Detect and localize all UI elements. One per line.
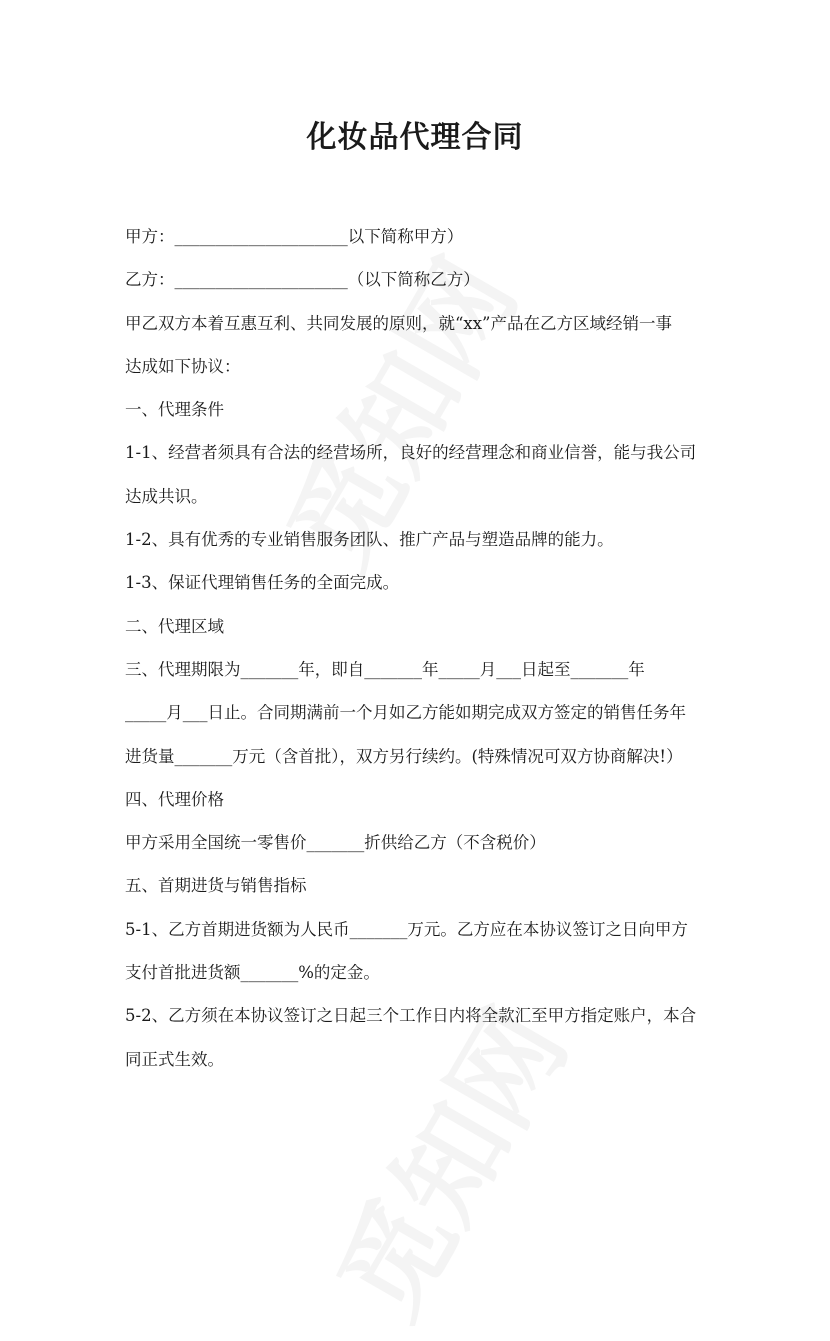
- paragraph-line: 三、代理期限为_______年，即自_______年_____月___日起至_______年: [125, 659, 645, 679]
- paragraph-line: 支付首批进货额_______%的定金。: [125, 963, 380, 983]
- document-title: 化妆品代理合同: [306, 120, 524, 155]
- paragraph-line: 五、首期进货与销售指标: [125, 876, 307, 896]
- paragraph-line: 二、代理区域: [125, 616, 224, 636]
- paragraph-line: 达成如下协议：: [125, 356, 241, 376]
- paragraph-line: 进货量_______万元（含首批），双方另行续约。(特殊情况可双方协商解决!）: [125, 746, 683, 766]
- paragraph-line: _____月___日止。合同期满前一个月如乙方能如期完成双方签定的销售任务年: [125, 703, 686, 723]
- paragraph-line: 5-2、乙方须在本协议签订之日起三个工作日内将全款汇至甲方指定账户，本合: [125, 1006, 697, 1026]
- paragraph-line: 达成共识。: [125, 486, 208, 506]
- paragraph-line: 甲乙双方本着互惠互利、共同发展的原则，就“xx”产品在乙方区域经销一事: [125, 313, 672, 333]
- paragraph-line: 1-3、保证代理销售任务的全面完成。: [125, 573, 400, 593]
- paragraph-line: 乙方：_____________________（以下简称乙方）: [125, 270, 480, 290]
- paragraph-line: 1-1、经营者须具有合法的经营场所，良好的经营理念和商业信誉，能与我公司: [125, 443, 697, 463]
- paragraph-line: 甲方：_____________________以下简称甲方）: [125, 227, 464, 246]
- document-body: [125, 224, 725, 1090]
- paragraph-line: 一、代理条件: [125, 400, 224, 420]
- paragraph-line: 1-2、具有优秀的专业销售服务团队、推广产品与塑造品牌的能力。: [125, 530, 614, 550]
- paragraph-line: 四、代理价格: [125, 789, 224, 809]
- paragraph-line: 5-1、乙方首期进货额为人民币_______万元。乙方应在本协议签订之日向甲方: [125, 919, 688, 939]
- paragraph-line: 同正式生效。: [125, 1049, 224, 1069]
- paragraph-line: 甲方采用全国统一零售价_______折供给乙方（不含税价）: [125, 833, 546, 853]
